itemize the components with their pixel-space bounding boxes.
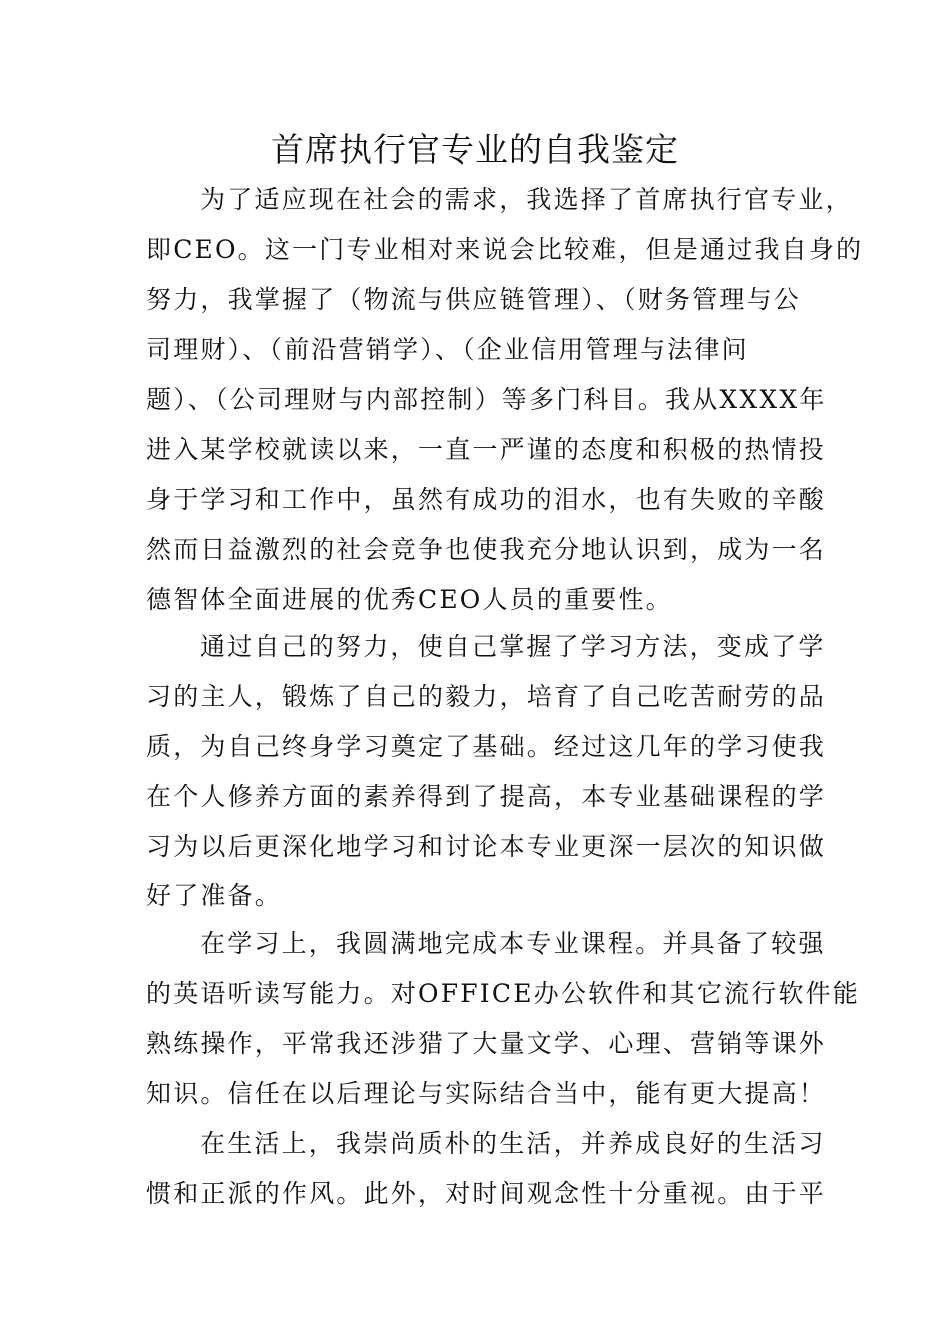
paragraph-2-line-3: 质，为自己终身学习奠定了基础。经过这几年的学习使我 — [146, 732, 827, 761]
paragraph-2-line-1: 通过自己的努力，使自己掌握了学习方法，变成了学 — [200, 632, 826, 661]
paragraph-3-line-1: 在学习上，我圆满地完成本专业课程。并具备了较强 — [200, 929, 826, 958]
paragraph-3-line-4: 知识。信任在以后理论与实际结合当中，能有更大提高！ — [146, 1079, 827, 1108]
paragraph-1-line-9: 德智体全面进展的优秀CEO人员的重要性。 — [146, 585, 673, 614]
paragraph-1-line-8: 然而日益激烈的社会竞争也使我充分地认识到，成为一名 — [146, 535, 827, 564]
paragraph-4-line-2: 惯和正派的作风。此外，对时间观念性十分重视。由于平 — [146, 1179, 827, 1208]
paragraph-1-line-6: 进入某学校就读以来，一直一严谨的态度和积极的热情投 — [146, 435, 827, 464]
paragraph-1-line-7: 身于学习和工作中，虽然有成功的泪水，也有失败的辛酸 — [146, 485, 827, 514]
paragraph-2-line-6: 好了准备。 — [146, 881, 283, 910]
paragraph-2-line-5: 习为以后更深化地学习和讨论本专业更深一层次的知识做 — [146, 832, 827, 861]
paragraph-1-line-4: 司理财）、（前沿营销学）、（企业信用管理与法律问 — [146, 335, 749, 364]
paragraph-1-line-1: 为了适应现在社会的需求，我选择了首席执行官专业， — [200, 185, 853, 214]
paragraph-2-line-4: 在个人修养方面的素养得到了提高，本专业基础课程的学 — [146, 782, 827, 811]
paragraph-3-line-3: 熟练操作，平常我还涉猎了大量文学、心理、营销等课外 — [146, 1029, 827, 1058]
paragraph-1-line-3: 努力，我掌握了（物流与供应链管理）、（财务管理与公 — [146, 285, 802, 314]
paragraph-3-line-2: 的英语听读写能力。对OFFICE办公软件和其它流行软件能 — [146, 979, 861, 1008]
paragraph-2-line-2: 习的主人，锻炼了自己的毅力，培育了自己吃苦耐劳的品 — [146, 682, 827, 711]
document-title: 首席执行官专业的自我鉴定 — [271, 130, 679, 169]
paragraph-1-line-2: 即CEO。这一门专业相对来说会比较难，但是通过我自身的 — [146, 235, 864, 264]
paragraph-4-line-1: 在生活上，我崇尚质朴的生活，并养成良好的生活习 — [200, 1129, 826, 1158]
paragraph-1-line-5: 题）、（公司理财与内部控制）等多门科目。我从XXXX年 — [146, 385, 827, 414]
